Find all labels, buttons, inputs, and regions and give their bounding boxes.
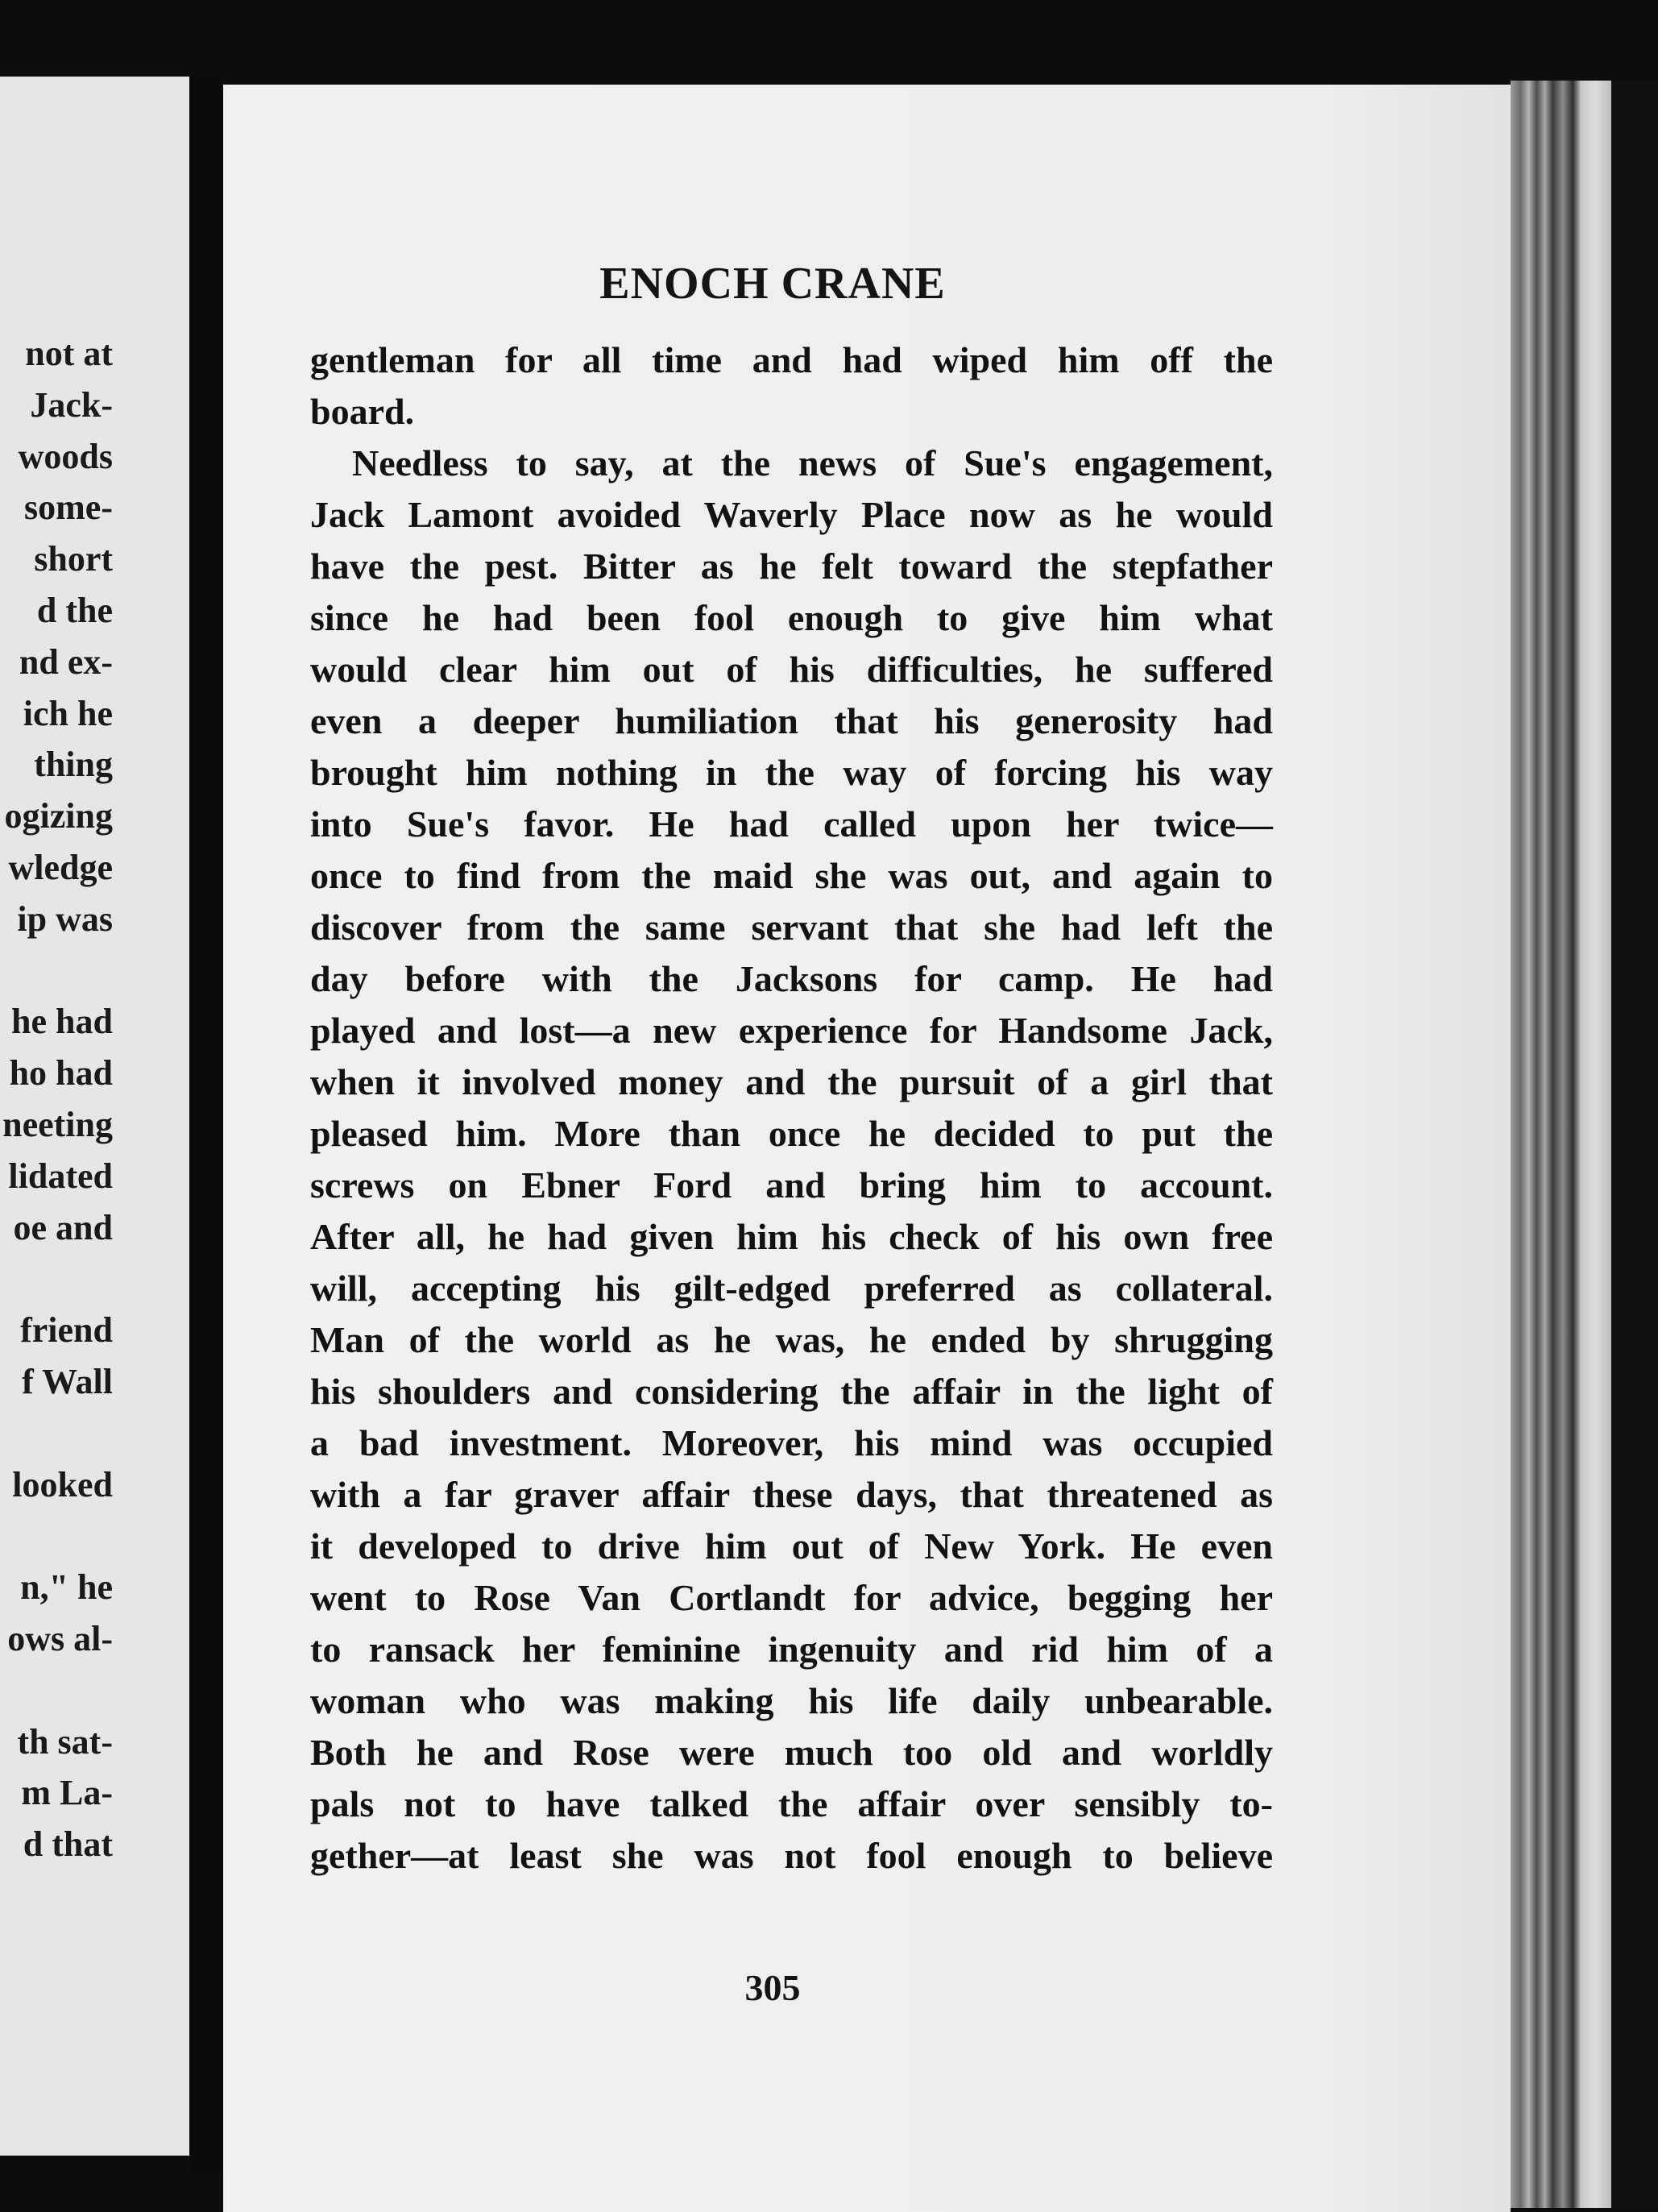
previous-page-line <box>0 1665 113 1716</box>
previous-page-line: d that <box>23 1824 113 1865</box>
text-line: Both he and Rose were much too old and worldly <box>310 1732 1273 1773</box>
previous-page-line: wledge <box>8 847 113 887</box>
previous-page-line <box>0 1510 113 1562</box>
previous-page-line <box>0 945 113 997</box>
previous-page-line: thing <box>34 745 113 785</box>
previous-page-line: he had <box>11 1002 113 1042</box>
previous-page-line: friend <box>20 1310 113 1351</box>
text-line: with a far graver affair these days, that threatened as <box>310 1474 1273 1515</box>
book-gutter <box>189 77 223 2172</box>
text-line: to ransack her feminine ingenuity and rid him of a <box>310 1629 1273 1670</box>
text-line: even a deeper humiliation that his generosity had <box>310 700 1273 741</box>
previous-page-line: Jack- <box>30 384 113 425</box>
text-line: Jack Lamont avoided Waverly Place now as he would <box>310 494 1273 535</box>
running-head: ENOCH CRANE <box>599 259 946 309</box>
text-line: gentleman for all time and had wiped him off the <box>310 339 1273 380</box>
previous-page-line: ho had <box>9 1053 113 1094</box>
text-line: After all, he had given him his check of his own free <box>310 1216 1273 1257</box>
previous-page <box>0 77 189 2156</box>
text-line: pals not to have talked the affair over sensibly to- <box>310 1783 1273 1824</box>
text-line: woman who was making his life daily unbearable. <box>310 1680 1273 1721</box>
text-line: day before with the Jacksons for camp. He had <box>310 958 1273 999</box>
text-line: brought him nothing in the way of forcing his way <box>310 752 1273 793</box>
previous-page-line: some- <box>24 488 113 528</box>
previous-page-line: woods <box>18 436 113 476</box>
previous-page-line: oe and <box>13 1207 113 1247</box>
scan-border <box>1611 81 1658 2208</box>
previous-page-line: ogizing <box>4 796 113 836</box>
text-line: Needless to say, at the news of Sue's engagement, <box>352 442 1273 483</box>
text-line: gether—at least she was not fool enough to believe <box>310 1835 1273 1876</box>
previous-page-line: f Wall <box>22 1361 113 1401</box>
text-line: it developed to drive him out of New York. He even <box>310 1525 1273 1567</box>
previous-page-text <box>0 328 113 1870</box>
previous-page-line: looked <box>12 1464 113 1504</box>
previous-page-line: not at <box>25 334 113 373</box>
text-line: have the pest. Bitter as he felt toward the stepfather <box>310 546 1273 587</box>
text-line: his shoulders and considering the affair in the light of <box>310 1371 1273 1412</box>
page-number: 305 <box>744 1967 801 2008</box>
previous-page-line: lidated <box>8 1156 113 1196</box>
page-body-text <box>310 334 1273 1882</box>
previous-page-line: ip was <box>17 898 113 939</box>
text-line: into Sue's favor. He had called upon her twice— <box>310 803 1273 845</box>
previous-page-line: ows al- <box>7 1618 113 1658</box>
text-line: will, accepting his gilt-edged preferred as collateral. <box>310 1268 1273 1309</box>
previous-page-line: n," he <box>20 1567 113 1608</box>
previous-page-line: ich he <box>23 693 113 733</box>
text-line: once to find from the maid she was out, and again to <box>310 855 1273 896</box>
text-line: since he had been fool enough to give him what <box>310 597 1273 638</box>
text-line: Man of the world as he was, he ended by shrugging <box>310 1319 1273 1360</box>
previous-page-line <box>0 1253 113 1305</box>
text-line: a bad investment. Moreover, his mind was occupied <box>310 1422 1273 1463</box>
previous-page-line: th sat- <box>17 1721 113 1762</box>
previous-page-line: short <box>34 539 113 579</box>
text-line: pleased him. More than once he decided to put the <box>310 1113 1273 1154</box>
previous-page-line <box>0 1408 113 1459</box>
previous-page-line: d the <box>36 590 113 630</box>
previous-page-line: neeting <box>2 1104 113 1144</box>
previous-page-line: nd ex- <box>19 641 113 682</box>
text-line: board. <box>310 391 415 432</box>
text-line: would clear him out of his difficulties, he suffered <box>310 649 1273 690</box>
previous-page-line: m La- <box>21 1773 113 1813</box>
text-line: discover from the same servant that she had left the <box>310 907 1273 948</box>
text-line: when it involved money and the pursuit of a girl that <box>310 1061 1273 1102</box>
book-page <box>223 85 1511 2212</box>
text-line: screws on Ebner Ford and bring him to account. <box>310 1164 1273 1206</box>
page-edges <box>1511 81 1611 2208</box>
text-line: went to Rose Van Cortlandt for advice, begging her <box>310 1577 1273 1618</box>
text-line: played and lost—a new experience for Handsome Jack, <box>310 1010 1273 1051</box>
